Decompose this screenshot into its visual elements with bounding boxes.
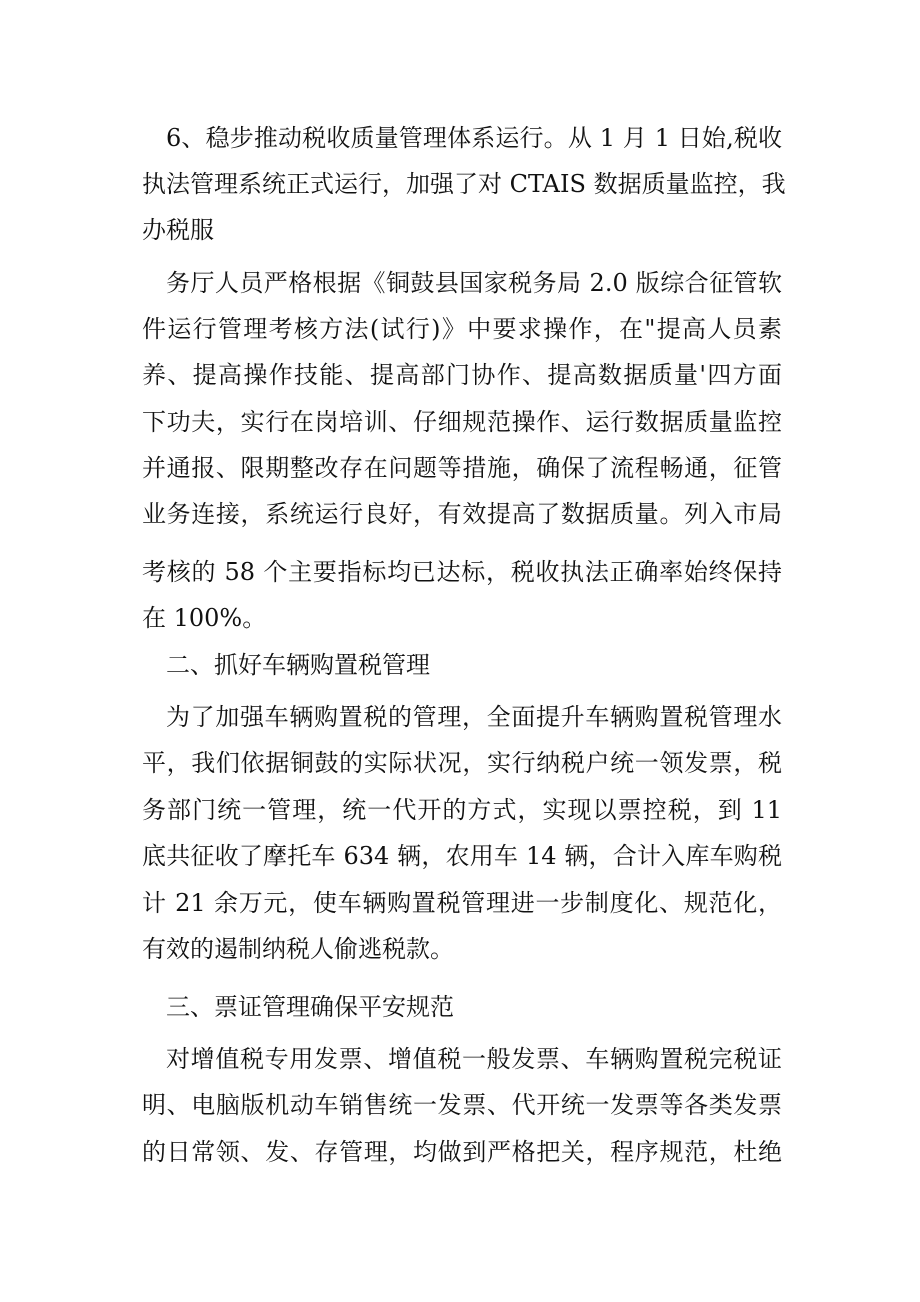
paragraph-line: 的日常领、发、存管理，均做到严格把关，程序规范，杜绝 <box>142 1138 782 1166</box>
paragraph-line: 6、稳步推动税收质量管理体系运行。从 1 月 1 日始,税收 <box>166 124 782 152</box>
paragraph-line: 有效的遏制纳税人偷逃税款。 <box>142 935 454 963</box>
paragraph-line: 考核的 58 个主要指标均已达标，税收执法正确率始终保持 <box>142 558 782 586</box>
paragraph-line: 养、提高操作技能、提高部门协作、提高数据质量'四方面 <box>142 361 782 389</box>
paragraph-line: 并通报、限期整改存在问题等措施，确保了流程畅通，征管 <box>142 454 782 482</box>
paragraph-line: 平，我们依据铜鼓的实际状况，实行纳税户统一领发票，税 <box>142 749 782 777</box>
paragraph-line: 在 100%。 <box>142 604 267 632</box>
paragraph-line: 对增值税专用发票、增值税一般发票、车辆购置税完税证 <box>166 1045 782 1073</box>
paragraph-line: 为了加强车辆购置税的管理，全面提升车辆购置税管理水 <box>166 703 782 731</box>
paragraph-line: 底共征收了摩托车 634 辆，农用车 14 辆，合计入库车购税 <box>142 842 782 870</box>
paragraph-line: 计 21 余万元，使车辆购置税管理进一步制度化、规范化， <box>142 889 782 917</box>
paragraph-line: 执法管理系统正式运行，加强了对 CTAIS 数据质量监控，我 <box>142 170 786 198</box>
paragraph-line: 件运行管理考核方法(试行)》中要求操作，在"提高人员素 <box>142 315 782 343</box>
section-heading: 三、票证管理确保平安规范 <box>166 993 454 1021</box>
paragraph-line: 务部门统一管理，统一代开的方式，实现以票控税，到 11 <box>142 796 782 824</box>
paragraph-line: 办税服 <box>142 216 214 244</box>
paragraph-line: 务厅人员严格根据《铜鼓县国家税务局 2.0 版综合征管软 <box>166 269 782 297</box>
paragraph-line: 明、电脑版机动车销售统一发票、代开统一发票等各类发票 <box>142 1091 782 1119</box>
paragraph-line: 下功夫，实行在岗培训、仔细规范操作、运行数据质量监控 <box>142 408 782 436</box>
section-heading: 二、抓好车辆购置税管理 <box>166 651 430 679</box>
paragraph-line: 业务连接，系统运行良好，有效提高了数据质量。列入市局 <box>142 500 782 528</box>
